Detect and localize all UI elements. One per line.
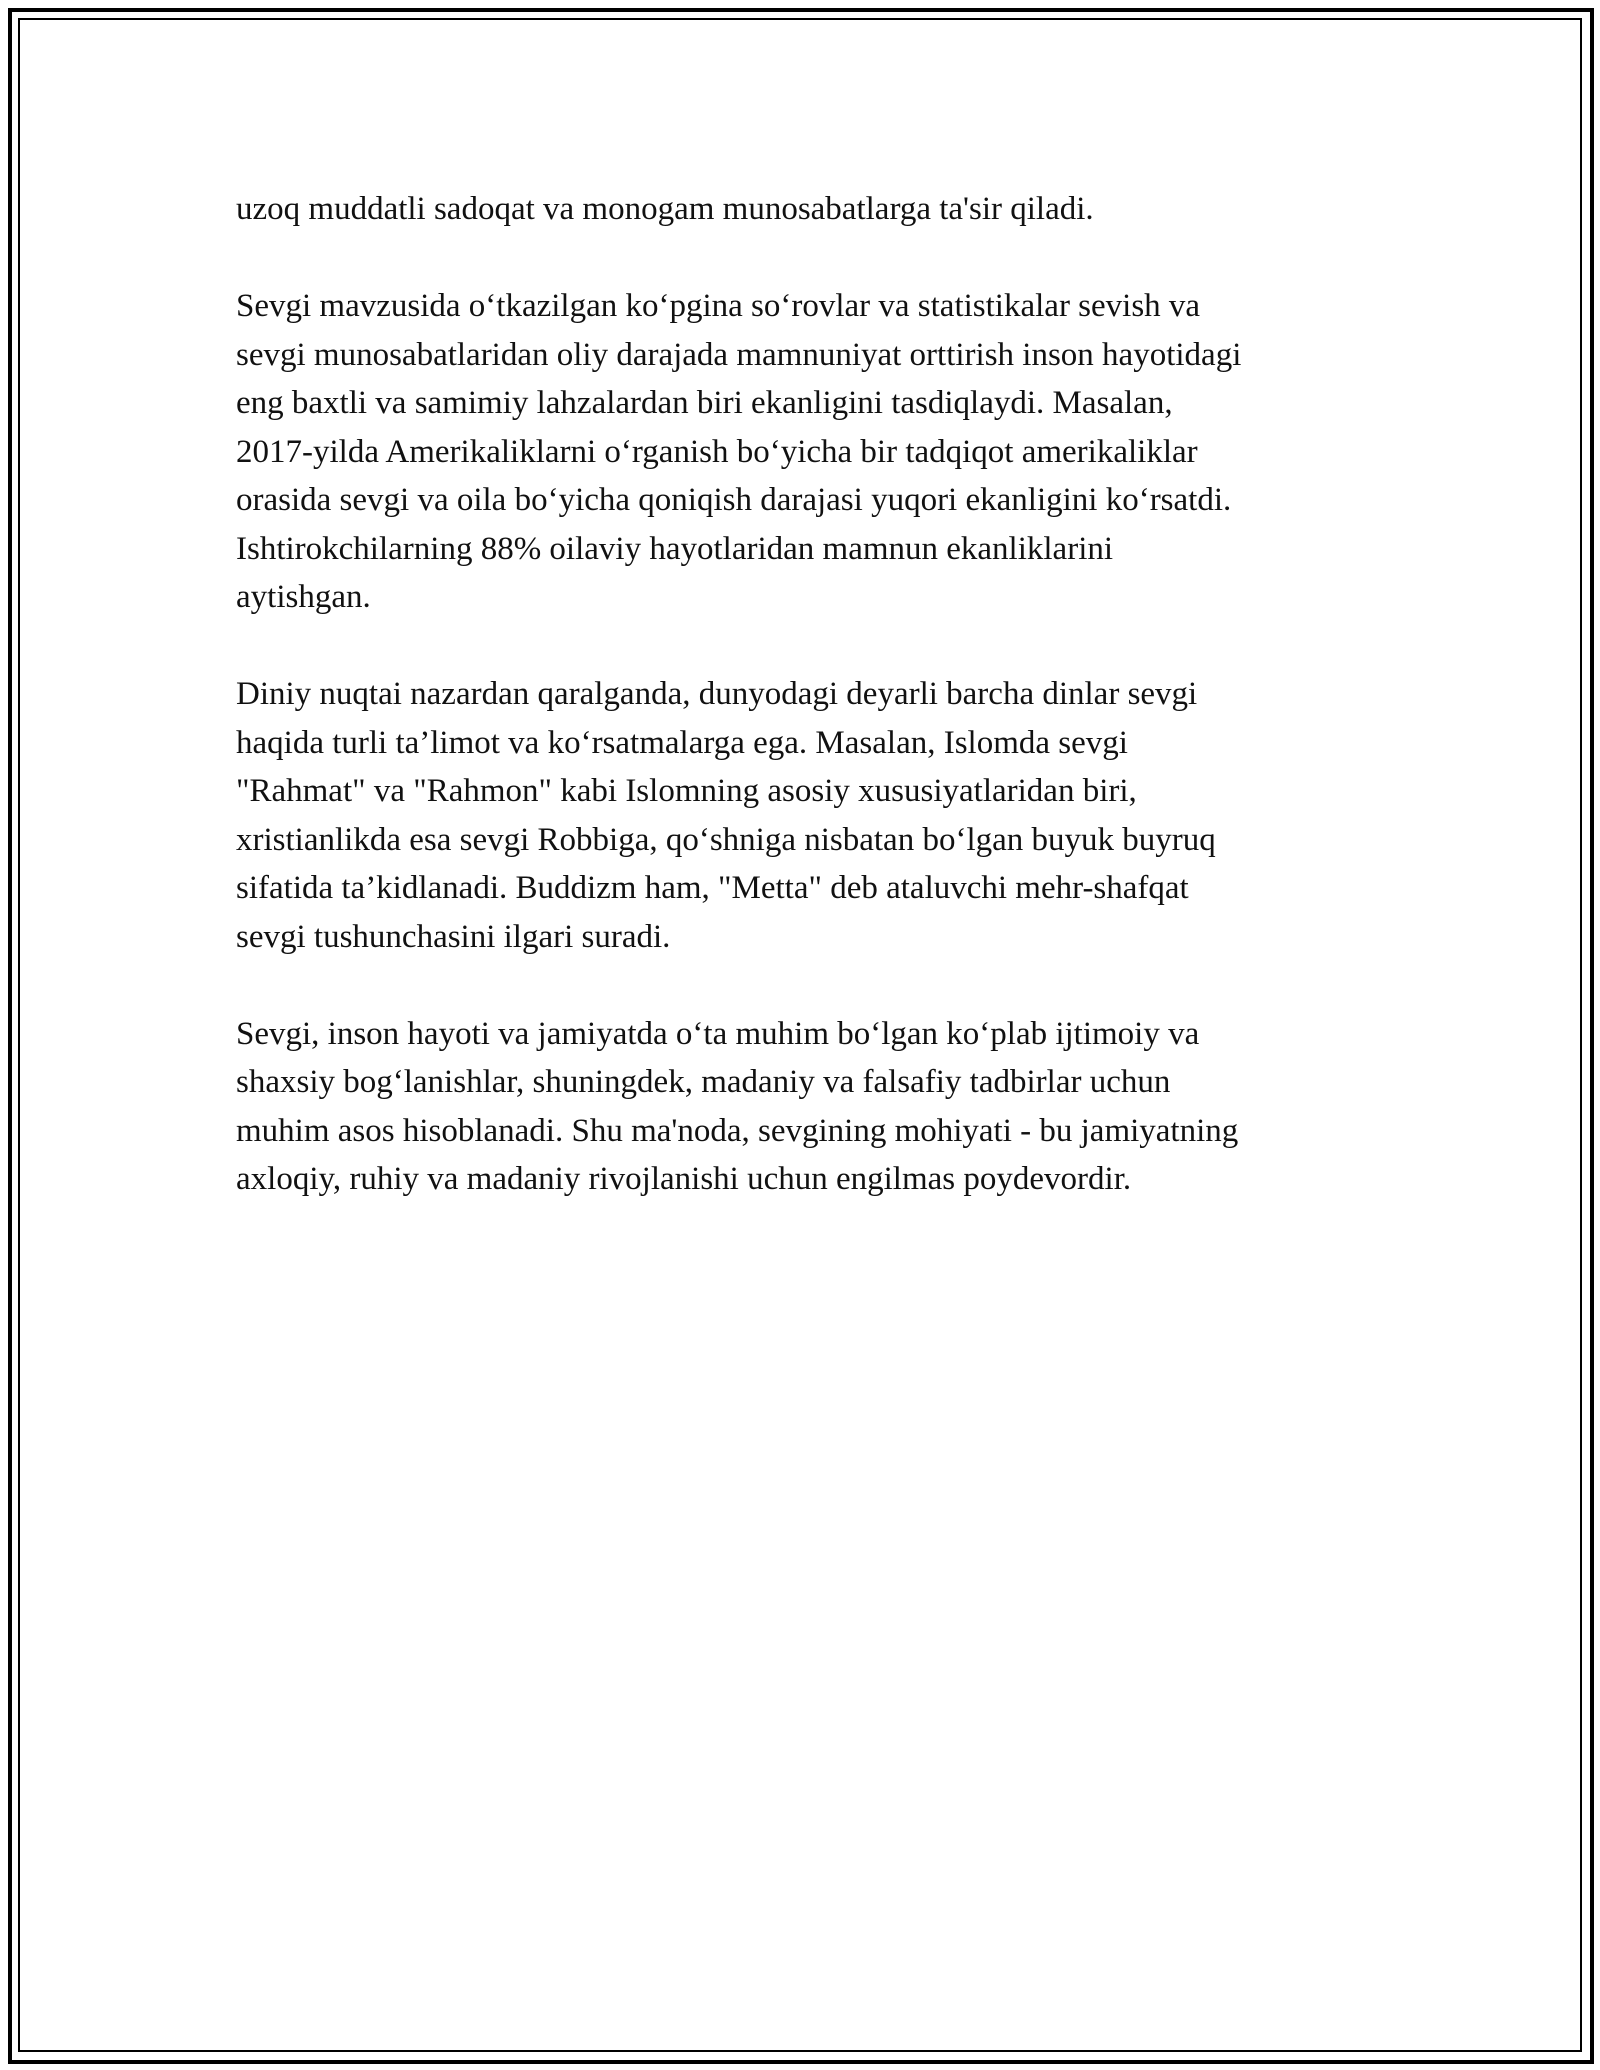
paragraph-4	[236, 1010, 1366, 1204]
text-line: Sevgi, inson hayoti va jamiyatda o‘ta muhim bo‘lgan ko‘plab ijtimoiy va	[236, 1015, 1200, 1052]
text-line: sevgi munosabatlaridan oliy darajada mamnuniyat orttirish inson hayotidagi	[236, 336, 1242, 373]
text-line: aytishgan.	[236, 579, 371, 615]
text-line: Sevgi mavzusida o‘tkazilgan ko‘pgina so‘rovlar va statistikalar sevish va	[236, 288, 1201, 324]
text-line: 2017-yilda Amerikaliklarni o‘rganish bo‘yicha bir tadqiqot amerikaliklar	[236, 433, 1198, 470]
text-line: orasida sevgi va oila bo‘yicha qoniqish darajasi yuqori ekanligini ko‘rsatdi.	[236, 482, 1232, 518]
text-line: axloqiy, ruhiy va madaniy rivojlanishi uchun engilmas poydevordir.	[236, 1161, 1132, 1197]
text-line: muhim asos hisoblanadi. Shu ma'noda, sevgining mohiyati - bu jamiyatning	[236, 1112, 1239, 1149]
text-line: sifatida ta’kidlanadi. Buddizm ham, "Metta" deb ataluvchi mehr-shafqat	[236, 870, 1189, 906]
document-body	[236, 185, 1366, 1252]
text-line: Diniy nuqtai nazardan qaralganda, dunyodagi deyarli barcha dinlar sevgi	[236, 676, 1198, 712]
text-line: Ishtirokchilarning 88% oilaviy hayotlaridan mamnun ekanliklarini	[236, 530, 1114, 567]
text-line: eng baxtli va samimiy lahzalardan biri ekanligini tasdiqlaydi. Masalan,	[236, 385, 1173, 421]
paragraph-1	[236, 185, 1366, 234]
text-line: shaxsiy bog‘lanishlar, shuningdek, madaniy va falsafiy tadbirlar uchun	[236, 1064, 1171, 1100]
paragraph-2	[236, 282, 1366, 622]
text-line: "Rahmat" va "Rahmon" kabi Islomning asosiy xususiyatlaridan biri,	[236, 773, 1137, 809]
text-line: uzoq muddatli sadoqat va monogam munosabatlarga ta'sir qiladi.	[236, 191, 1094, 227]
paragraph-3	[236, 670, 1366, 961]
text-line: haqida turli ta’limot va ko‘rsatmalarga ega. Masalan, Islomda sevgi	[236, 724, 1128, 761]
text-line: sevgi tushunchasini ilgari suradi.	[236, 918, 671, 955]
text-line: xristianlikda esa sevgi Robbiga, qo‘shniga nisbatan bo‘lgan buyuk buyruq	[236, 821, 1216, 858]
